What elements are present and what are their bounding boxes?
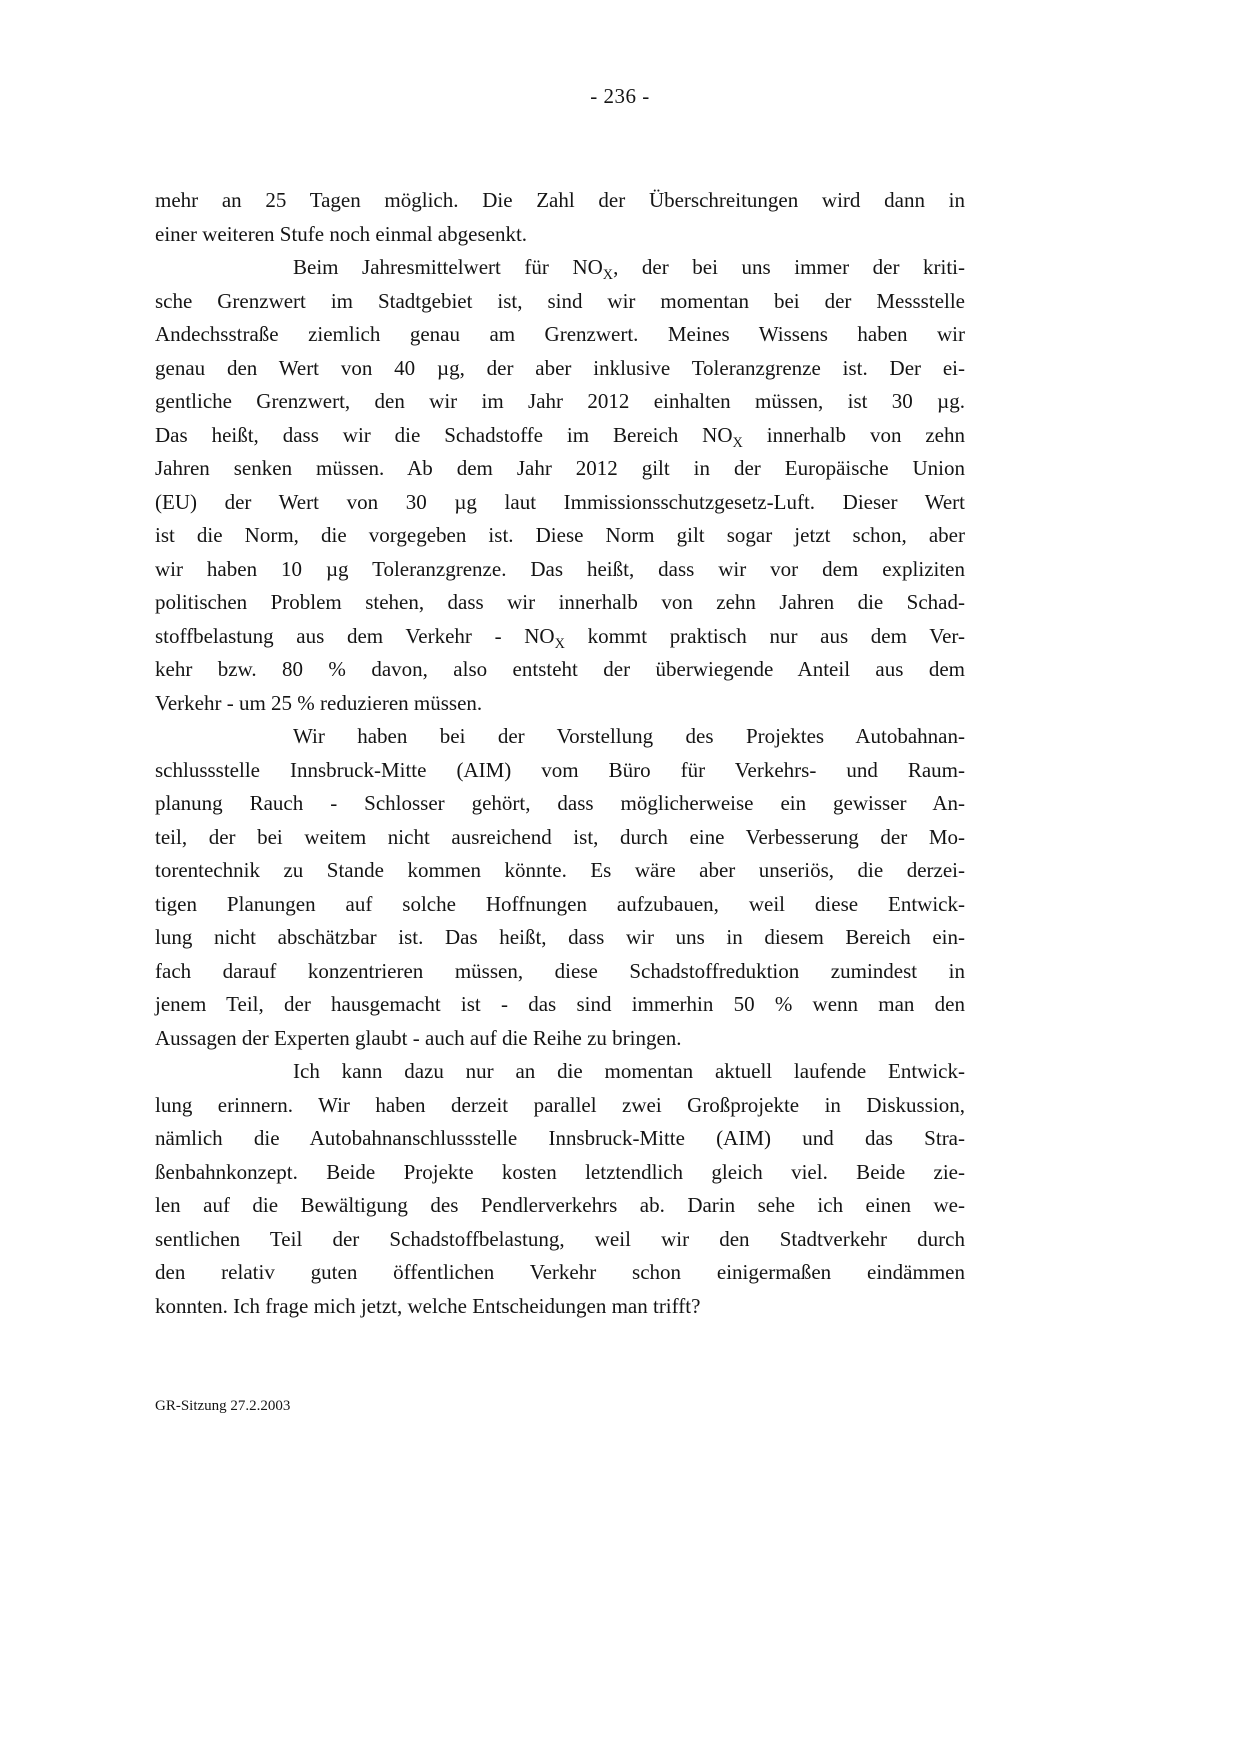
text-line: Andechsstraße ziemlich genau am Grenzwert. Meines Wissens haben wir	[155, 322, 965, 346]
text-line: tigen Planungen auf solche Hoffnungen aufzubauen, weil diese Entwick-	[155, 891, 965, 916]
document-body	[155, 184, 965, 1323]
text-line: stoffbelastung aus dem Verkehr - $NO_X$ kommt praktisch nur aus dem Ver-	[155, 623, 965, 652]
page-number: - 236 -	[590, 84, 650, 108]
text-line: den relativ guten öffentlichen Verkehr schon einigermaßen eindämmen	[155, 1260, 965, 1284]
text-line: teil, der bei weitem nicht ausreichend ist, durch eine Verbesserung der Mo-	[155, 824, 965, 849]
text-line: lung nicht abschätzbar ist. Das heißt, dass wir uns in diesem Bereich ein-	[155, 925, 965, 949]
text-line: politischen Problem stehen, dass wir innerhalb von zehn Jahren die Schad-	[155, 590, 965, 614]
footer-note: GR-Sitzung 27.2.2003	[155, 1398, 291, 1414]
paragraph	[155, 720, 965, 1055]
text-line: Wir haben bei der Vorstellung des Projektes Autobahnan-	[293, 724, 965, 748]
text-line: len auf die Bewältigung des Pendlerverkehrs ab. Darin sehe ich einen we-	[155, 1193, 965, 1217]
text-line: wir haben 10 µg Toleranzgrenze. Das heißt, dass wir vor dem expliziten	[155, 556, 965, 581]
paragraph	[155, 1055, 965, 1323]
text-line: ist die Norm, die vorgegeben ist. Diese Norm gilt sogar jetzt schon, aber	[155, 523, 965, 547]
text-line: mehr an 25 Tagen möglich. Die Zahl der Überschreitungen wird dann in	[155, 188, 965, 212]
text-line: sentlichen Teil der Schadstoffbelastung, weil wir den Stadtverkehr durch	[155, 1226, 965, 1251]
text-line: Ich kann dazu nur an die momentan aktuell laufende Entwick-	[293, 1059, 965, 1083]
text-line: genau den Wert von 40 µg, der aber inklusive Toleranzgrenze ist. Der ei-	[155, 355, 965, 380]
text-line: sche Grenzwert im Stadtgebiet ist, sind wir momentan bei der Messstelle	[155, 288, 965, 313]
text-line: planung Rauch - Schlosser gehört, dass möglicherweise ein gewisser An-	[155, 791, 965, 815]
text-line: Das heißt, dass wir die Schadstoffe im Bereich $NO_X$ innerhalb von zehn	[155, 422, 965, 451]
text-line: kehr bzw. 80 % davon, also entsteht der überwiegende Anteil aus dem	[155, 657, 965, 681]
text-line: Beim Jahresmittelwert für $NO_X$, der bei uns immer der kriti-	[293, 255, 965, 284]
text-line: (EU) der Wert von 30 µg laut Immissionsschutzgesetz-Luft. Dieser Wert	[155, 489, 965, 514]
paragraph	[155, 184, 965, 251]
text-line: fach darauf konzentrieren müssen, diese Schadstoffreduktion zumindest in	[155, 958, 965, 983]
text-line: jenem Teil, der hausgemacht ist - das sind immerhin 50 % wenn man den	[155, 992, 965, 1016]
text-line: nämlich die Autobahnanschlussstelle Innsbruck-Mitte (AIM) und das Stra-	[155, 1126, 965, 1150]
text-line: lung erinnern. Wir haben derzeit parallel zwei Großprojekte in Diskussion,	[155, 1092, 965, 1117]
text-line: einer weiteren Stufe noch einmal abgesenkt.	[155, 221, 528, 246]
text-line: Jahren senken müssen. Ab dem Jahr 2012 gilt in der Europäische Union	[155, 456, 965, 480]
text-line: ßenbahnkonzept. Beide Projekte kosten letztendlich gleich viel. Beide zie-	[155, 1159, 965, 1184]
text-line: konnten. Ich frage mich jetzt, welche Entscheidungen man trifft?	[155, 1293, 701, 1318]
text-line: gentliche Grenzwert, den wir im Jahr 2012 einhalten müssen, ist 30 µg.	[155, 389, 965, 413]
text-line: Verkehr - um 25 % reduzieren müssen.	[155, 690, 483, 715]
text-line: schlussstelle Innsbruck-Mitte (AIM) vom Büro für Verkehrs- und Raum-	[155, 757, 965, 782]
text-line: Aussagen der Experten glaubt - auch auf die Reihe zu bringen.	[155, 1025, 682, 1050]
paragraph	[155, 251, 965, 720]
text-line: torentechnik zu Stande kommen könnte. Es wäre aber unseriös, die derzei-	[155, 858, 965, 882]
